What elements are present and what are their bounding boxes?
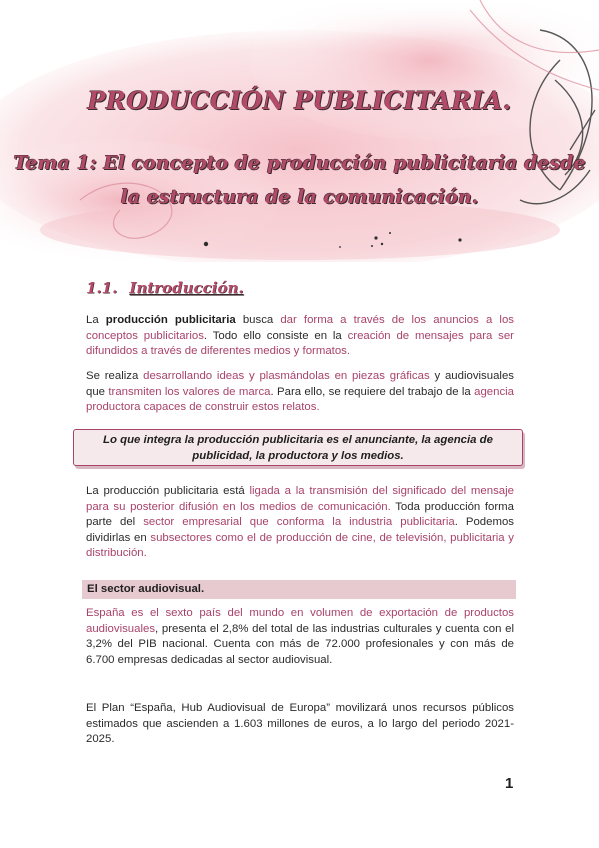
paragraph1-run: . Todo ello consiste en la: [203, 329, 348, 342]
paragraph4-run: , presenta el 2,8% del total de las industrias culturales y cuenta con el 3,2% del PIB nacional. Cuenta con más de 72.000 profesionales y con más de 6.700 empresas dedicadas al sector audiovisual.: [86, 622, 514, 666]
section-heading: [86, 279, 244, 297]
subheading-audiovisual: El sector audiovisual.: [82, 580, 516, 599]
paragraph3-run: sector empresarial que conforma la industria publicitaria: [143, 516, 455, 528]
subtitle-line-1: Tema 1: El concepto de producción publicitaria desde: [13, 152, 586, 174]
paragraph3-run: La producción publicitaria está: [86, 485, 250, 497]
paragraph-spain: [86, 606, 514, 668]
paragraph4-run: España es el sexto país del mundo en volumen de exportación de productos audiovisuales: [86, 607, 514, 635]
watercolor-decoration: [0, 0, 599, 262]
paragraph1-run: producción publicitaria: [105, 314, 236, 326]
paragraph3-run: Toda producción forma parte del: [86, 500, 515, 528]
paragraph1-run: dar forma a través de los anuncios a los conceptos publicitarios: [86, 314, 514, 342]
paragraph5-run: El Plan “España, Hub Audiovisual de Europa” movilizará unos recursos públicos estimados que ascienden a 1.603 millones de euros, a lo largo del periodo 2021-2025.: [86, 702, 514, 745]
page-number: 1: [505, 775, 514, 792]
paragraph2-run: . Para ello, se requiere del trabajo de la: [270, 385, 475, 398]
paragraph3-run: subsectores como el de producción de cine, de televisión, publicitaria y distribución.: [86, 531, 515, 559]
paragraph-industry: [86, 484, 514, 562]
section-number: 1.1.: [86, 279, 118, 297]
paragraph1-run: creación de mensajes para ser difundidos a través de diferentes medios y formatos.: [86, 329, 514, 357]
paragraph-plan: [86, 701, 514, 748]
subtitle-line-2: la estructura de la comunicación.: [120, 186, 479, 208]
header-banner: [0, 0, 599, 262]
document-title: PRODUCCIÓN PUBLICITARIA.: [87, 86, 512, 115]
paragraph2-run: desarrollando ideas y plasmándolas en piezas gráficas: [143, 370, 430, 382]
paragraph1-run: busca: [235, 314, 281, 326]
paragraph3-run: ligada a la transmisión del significado del mensaje para su posterior difusión en los medios de comunicación.: [86, 485, 514, 513]
paragraph-process: [86, 369, 514, 416]
paragraph1-run: La: [86, 314, 106, 326]
paragraph2-run: transmiten los valores de marca: [108, 385, 271, 398]
section-title: Introducción.: [129, 279, 244, 297]
paragraph2-run: agencia productora capaces de construir estos relatos.: [86, 385, 515, 413]
document-subtitle: [0, 146, 599, 214]
paragraph-intro: [86, 313, 514, 360]
callout-text: Lo que integra la producción publicitaria es el anunciante, la agencia de publicidad, la productora y los medios.: [103, 434, 493, 462]
paragraph2-run: y audiovisuales que: [86, 370, 514, 398]
callout-box: [73, 429, 523, 466]
paragraph3-run: . Podemos dividirlas en: [86, 516, 514, 544]
paragraph2-run: Se realiza: [86, 370, 144, 382]
